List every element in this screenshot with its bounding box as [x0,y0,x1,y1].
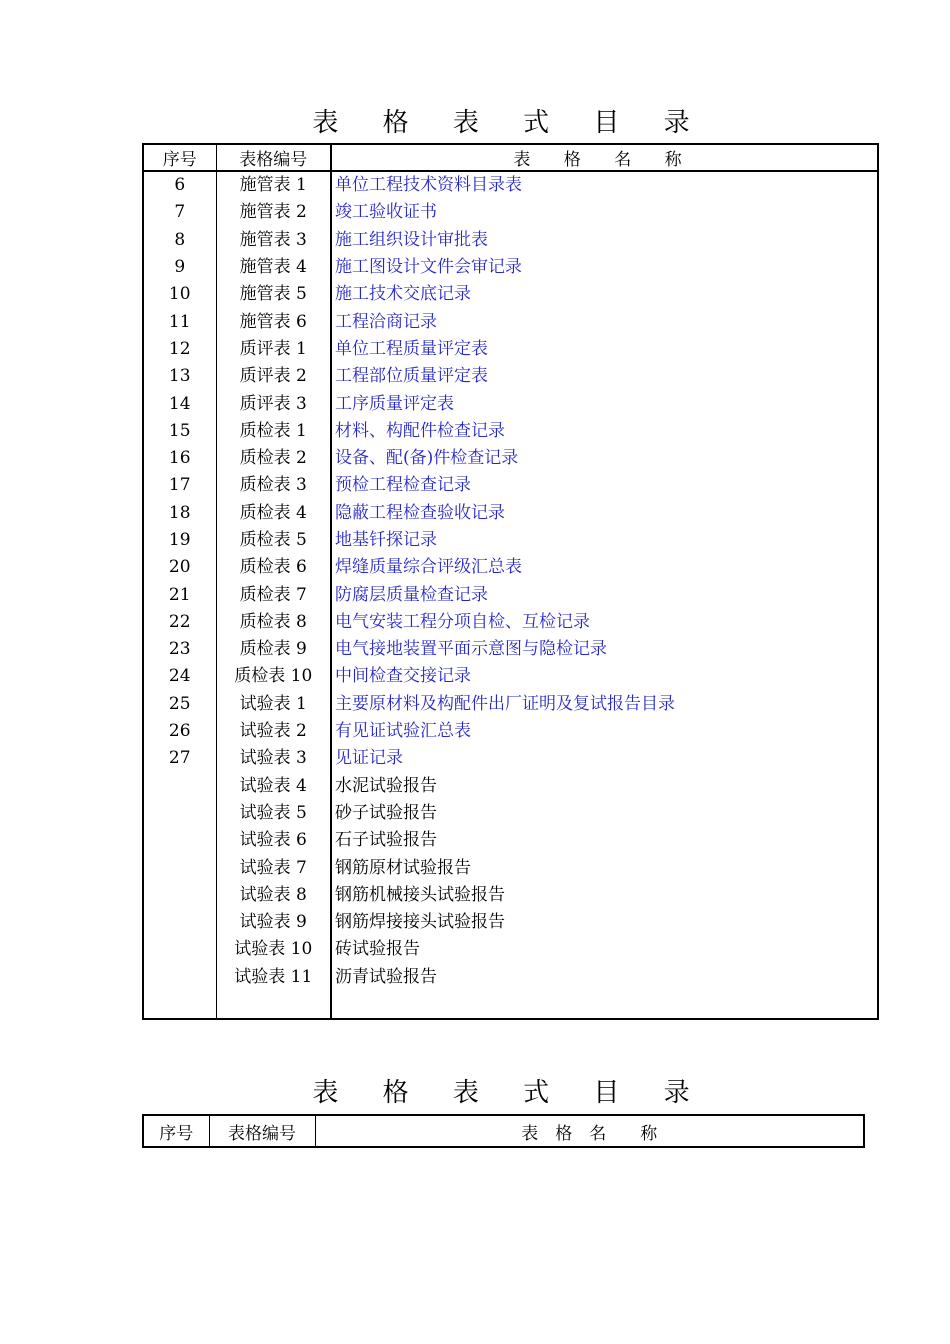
row-serial-no: 19 [168,530,191,550]
padding-cell [216,991,331,1019]
row-form-code: 施管表 4 [216,254,331,281]
row-form-name-link[interactable]: 见证记录 [331,745,878,772]
row-form-code: 施管表 1 [216,171,331,199]
row-serial-no: 20 [168,557,191,578]
table-row [143,472,878,499]
row-form-code: 试验表 6 [216,827,331,854]
header-form-name: 表 格 名 称 [315,1115,864,1147]
table-row [143,199,878,226]
table-header-row [143,144,878,171]
row-serial-no [143,964,216,991]
table-row [143,254,878,281]
row-form-code: 质检表 5 [216,527,331,554]
row-form-code: 试验表 4 [216,773,331,800]
header-serial-no: 序号 [159,1123,194,1144]
row-serial-no: 14 [168,393,191,414]
row-form-code: 质评表 3 [216,390,331,417]
row-form-name: 水泥试验报告 [331,773,878,800]
table-row [143,390,878,417]
row-form-code: 施管表 3 [216,227,331,254]
form-index-table [142,143,879,1020]
row-serial-no [143,936,216,963]
row-serial-no: 13 [168,366,191,387]
row-form-name: 钢筋机械接头试验报告 [331,882,878,909]
header-form-code: 表格编号 [209,1115,315,1147]
table-row [143,227,878,254]
row-serial-no: 26 [168,721,191,742]
row-serial-no: 27 [168,748,191,769]
row-form-code: 试验表 5 [216,800,331,827]
row-form-code: 试验表 9 [216,909,331,936]
row-form-name-link[interactable]: 单位工程质量评定表 [331,336,878,363]
table-row [143,964,878,991]
row-form-code: 试验表 3 [216,745,331,772]
row-form-code: 试验表 11 [216,964,331,991]
table-row [143,554,878,581]
row-form-code: 质检表 8 [216,609,331,636]
table-row [143,609,878,636]
table-row [143,363,878,390]
row-form-name: 钢筋原材试验报告 [331,854,878,881]
row-form-name: 砂子试验报告 [331,800,878,827]
padding-cell [331,991,878,1019]
table-padding-row [143,991,878,1019]
row-form-code: 试验表 2 [216,718,331,745]
page-title: 表 格 表 式 目 录 [312,108,708,138]
row-form-name-link[interactable]: 施工组织设计审批表 [331,227,878,254]
row-form-code: 质检表 7 [216,581,331,608]
table-row [143,336,878,363]
row-form-name-link[interactable]: 隐蔽工程检查验收记录 [331,500,878,527]
table-row [143,773,878,800]
row-serial-no: 22 [168,611,191,632]
row-form-name-link[interactable]: 预检工程检查记录 [331,472,878,499]
row-form-name-link[interactable]: 有见证试验汇总表 [331,718,878,745]
row-form-name: 石子试验报告 [331,827,878,854]
row-serial-no: 17 [168,475,191,496]
row-form-name: 钢筋焊接接头试验报告 [331,909,878,936]
table-row [143,527,878,554]
row-serial-no: 18 [168,502,191,523]
row-form-name-link[interactable]: 施工图设计文件会审记录 [331,254,878,281]
row-form-code: 质检表 10 [216,663,331,690]
row-form-name-link[interactable]: 地基钎探记录 [331,527,878,554]
row-serial-no [143,827,216,854]
row-form-name-link[interactable]: 电气接地装置平面示意图与隐检记录 [331,636,878,663]
row-serial-no: 24 [168,666,191,687]
table-row [143,882,878,909]
row-serial-no [143,854,216,881]
row-form-name-link[interactable]: 焊缝质量综合评级汇总表 [331,554,878,581]
table-row [143,718,878,745]
row-form-code: 质检表 4 [216,500,331,527]
row-form-name-link[interactable]: 工程部位质量评定表 [331,363,878,390]
row-form-code: 质检表 1 [216,418,331,445]
row-serial-no: 8 [174,229,186,250]
header-form-name: 表 格 名 称 [331,144,878,171]
row-form-code: 施管表 6 [216,308,331,335]
row-form-code: 试验表 10 [216,936,331,963]
row-form-name: 沥青试验报告 [331,964,878,991]
row-form-code: 质检表 2 [216,445,331,472]
table-row [143,691,878,718]
row-serial-no: 25 [168,693,191,714]
table-body [143,171,878,1019]
header-form-code: 表格编号 [216,144,331,171]
row-serial-no [143,773,216,800]
row-serial-no: 16 [168,448,191,469]
table-row [143,500,878,527]
header-serial-no: 序号 [143,144,216,171]
row-serial-no [143,800,216,827]
row-form-name-link[interactable]: 设备、配(备)件检查记录 [331,445,878,472]
row-form-code: 施管表 2 [216,199,331,226]
form-index-table-2 [142,1114,865,1148]
row-form-code: 试验表 1 [216,691,331,718]
row-form-name-link[interactable]: 电气安装工程分项自检、互检记录 [331,609,878,636]
row-form-code: 质评表 1 [216,336,331,363]
row-form-code: 试验表 8 [216,882,331,909]
page-title-2: 表 格 表 式 目 录 [312,1078,708,1108]
row-serial-no: 21 [168,584,191,605]
table-row [143,171,878,199]
row-form-name-link[interactable]: 主要原材料及构配件出厂证明及复试报告目录 [331,691,878,718]
table-row [143,827,878,854]
row-form-name-link[interactable]: 单位工程技术资料目录表 [331,171,878,199]
row-serial-no [143,882,216,909]
row-serial-no: 11 [168,311,191,332]
row-serial-no: 7 [174,202,186,223]
table-row [143,418,878,445]
table-header-row [143,1115,864,1147]
table-row [143,854,878,881]
row-form-code: 质检表 6 [216,554,331,581]
row-serial-no: 6 [174,175,186,196]
row-serial-no: 23 [168,639,191,660]
row-form-code: 质评表 2 [216,363,331,390]
row-serial-no [143,909,216,936]
row-form-name-link[interactable]: 防腐层质量检查记录 [331,581,878,608]
table-row [143,281,878,308]
table-row [143,445,878,472]
table-row [143,581,878,608]
table-row [143,800,878,827]
row-form-name-link[interactable]: 工序质量评定表 [331,390,878,417]
row-form-code: 质检表 9 [216,636,331,663]
table-row [143,308,878,335]
row-form-name-link[interactable]: 中间检查交接记录 [331,663,878,690]
row-form-name-link[interactable]: 工程洽商记录 [331,308,878,335]
table-row [143,636,878,663]
table-row [143,909,878,936]
row-form-code: 试验表 7 [216,854,331,881]
row-form-code: 施管表 5 [216,281,331,308]
row-form-name-link[interactable]: 材料、构配件检查记录 [331,418,878,445]
row-form-name-link[interactable]: 竣工验收证书 [331,199,878,226]
row-serial-no: 10 [168,284,191,305]
table-row [143,663,878,690]
row-form-code: 质检表 3 [216,472,331,499]
table-row [143,936,878,963]
row-form-name-link[interactable]: 施工技术交底记录 [331,281,878,308]
row-serial-no: 9 [174,257,186,278]
row-serial-no: 12 [168,338,191,359]
table-row [143,745,878,772]
row-serial-no: 15 [168,420,191,441]
row-form-name: 砖试验报告 [331,936,878,963]
padding-cell [143,991,216,1019]
